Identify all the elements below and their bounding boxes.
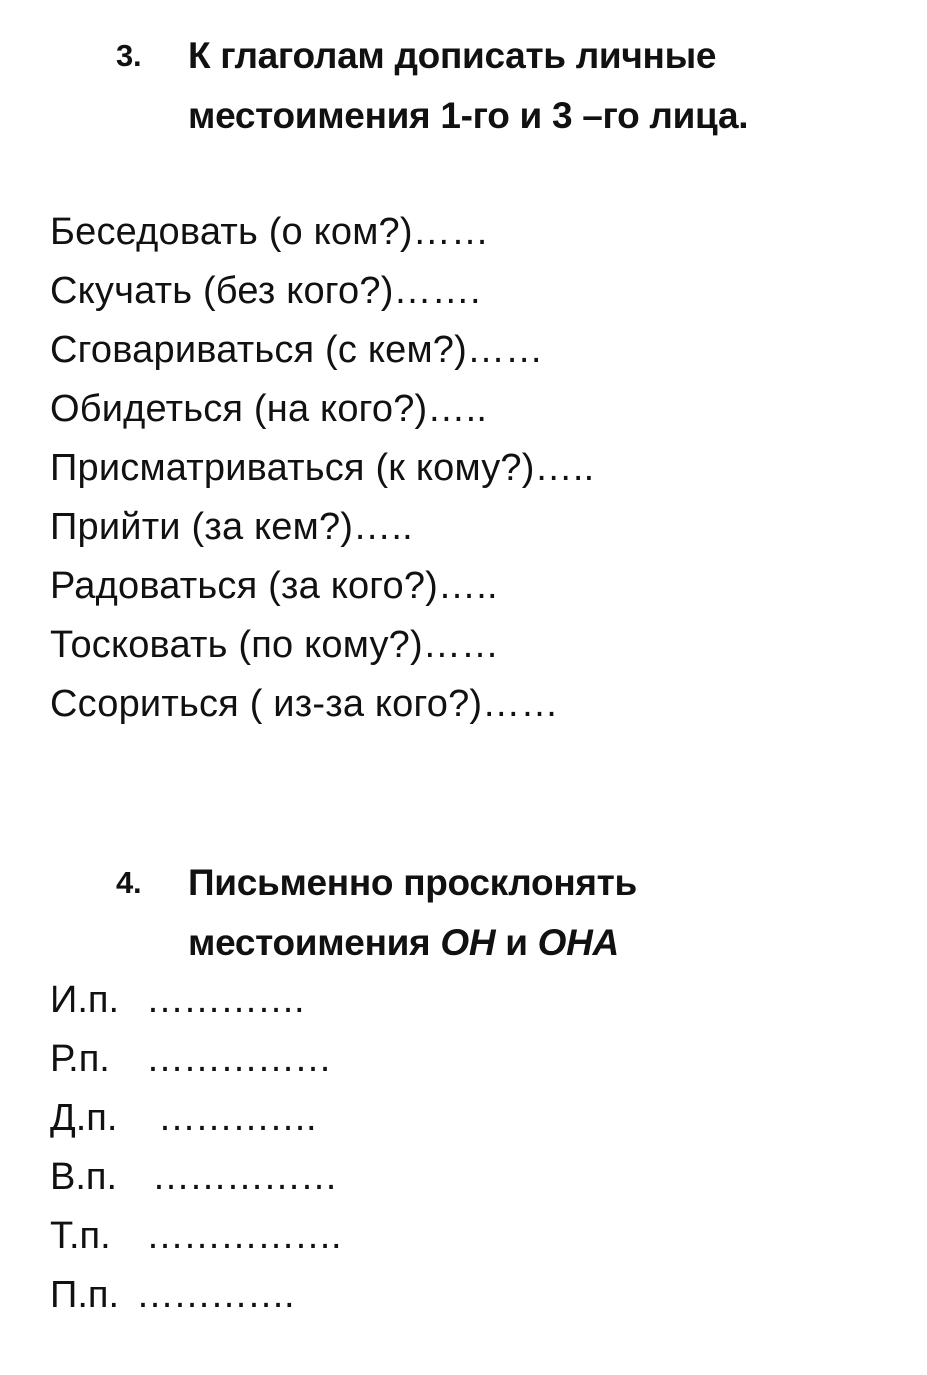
case-label: Д.п. <box>50 1097 118 1139</box>
case-label: Р.п. <box>50 1038 110 1080</box>
verb-item-3: Сговариваться (с кем?)…… <box>50 329 544 371</box>
answer-blank[interactable]: …………… <box>146 1038 331 1080</box>
verb-item-5: Присматриваться (к кому?)….. <box>50 447 595 489</box>
case-label: В.п. <box>50 1156 118 1198</box>
answer-blank[interactable]: ……………. <box>146 1215 341 1257</box>
pronoun-on: ОН <box>440 922 496 963</box>
answer-blank[interactable]: …………. <box>146 979 304 1021</box>
answer-blank[interactable]: …………. <box>136 1274 294 1316</box>
pronoun-ona: ОНА <box>537 922 619 963</box>
verb-item-2: Скучать (без кого?)……. <box>50 270 481 312</box>
task-3-title-line-1: К глаголам дописать личные <box>188 35 717 76</box>
case-row-prepositional <box>50 1271 294 1319</box>
task-4-title-line-1: Письменно просклонять <box>188 862 637 903</box>
task-3-number: 3. <box>116 38 142 73</box>
case-label: Т.п. <box>50 1215 111 1257</box>
task-4-title-line-2 <box>188 913 619 973</box>
case-row-dative <box>50 1094 316 1142</box>
case-row-accusative <box>50 1153 337 1201</box>
verb-item-8: Тосковать (по кому?)…… <box>50 624 500 666</box>
answer-blank[interactable]: …………… <box>152 1156 337 1198</box>
verb-item-6: Прийти (за кем?)….. <box>50 506 413 548</box>
case-row-instrumental <box>50 1212 341 1260</box>
verb-item-4: Обидеться (на кого?)….. <box>50 388 488 430</box>
verb-item-7: Радоваться (за кого?)….. <box>50 565 498 607</box>
answer-blank[interactable]: …………. <box>158 1097 316 1139</box>
case-label: П.п. <box>50 1274 120 1316</box>
case-row-genitive <box>50 1035 331 1083</box>
verb-item-1: Беседовать (о ком?)…… <box>50 211 490 253</box>
case-label: И.п. <box>50 979 120 1021</box>
task-4-title-mid: и <box>495 922 538 963</box>
task-4-number: 4. <box>116 865 142 900</box>
verb-item-9: Ссориться ( из-за кого?)…… <box>50 683 559 725</box>
case-row-nominative <box>50 976 304 1024</box>
task-3-title-line-2: местоимения 1-го и 3 –го лица. <box>188 95 749 136</box>
task-4-title-prefix: местоимения <box>188 922 441 963</box>
